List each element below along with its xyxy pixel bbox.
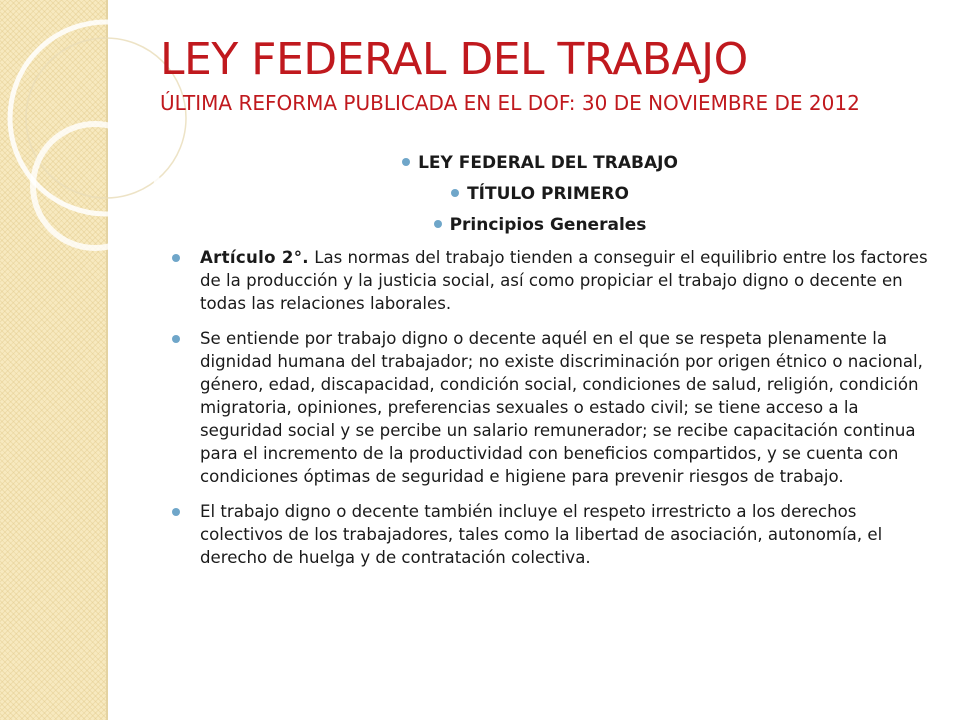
heading-general-principles-text: Principios Generales: [449, 215, 647, 235]
bullet-icon: [172, 254, 180, 262]
article-label: Artículo 2°.: [200, 248, 309, 267]
heading-title-one: [360, 179, 720, 210]
paragraph-decent-work-definition: [172, 327, 932, 488]
heading-general-principles: [360, 210, 720, 241]
paragraph-3-text: El trabajo digno o decente también incluye el respeto irrestricto a los derechos colectivos de los trabajadores, tales como la libertad de asociación, autonomía, el derecho de huelga y de contratación colectiva.: [200, 502, 883, 567]
bullet-icon: [172, 335, 180, 343]
heading-law-name: [360, 148, 720, 179]
title-block: [160, 34, 900, 116]
bullet-icon: [402, 158, 410, 166]
page-subtitle: ÚLTIMA REFORMA PUBLICADA EN EL DOF: 30 DE NOVIEMBRE DE 2012: [160, 91, 860, 115]
bullet-icon: [172, 508, 180, 516]
bullet-icon: [451, 189, 459, 197]
deco-circle-small: [33, 124, 157, 248]
article-text: Las normas del trabajo tienden a conseguir el equilibrio entre los factores de la producción y la justicia social, así como propiciar el trabajo digno o decente en todas las relaciones laborales.: [200, 248, 928, 313]
paragraph-collective-rights: [172, 500, 932, 569]
paragraph-2-text: Se entiende por trabajo digno o decente aquél en el que se respeta plenamente la dignidad humana del trabajador; no existe discriminación por origen étnico o nacional, género, edad, discapacidad, condición social, condiciones de salud, religión, condición migratoria, opiniones, preferencias sexuales o estado civil; se tiene acceso a la seguridad social y se percibe un salario remunerador; se recibe capacitación continua para el incremento de la productividad con beneficios compartidos, y se cuenta con condiciones óptimas de seguridad e higiene para prevenir riesgos de trabajo.: [200, 329, 923, 486]
body-content: [172, 246, 932, 581]
paragraph-article-2: [172, 246, 932, 315]
section-headings: [360, 148, 720, 241]
bullet-icon: [434, 220, 442, 228]
page-title: LEY FEDERAL DEL TRABAJO: [160, 34, 748, 85]
heading-title-one-text: TÍTULO PRIMERO: [467, 184, 629, 204]
heading-law-name-text: LEY FEDERAL DEL TRABAJO: [418, 153, 678, 173]
